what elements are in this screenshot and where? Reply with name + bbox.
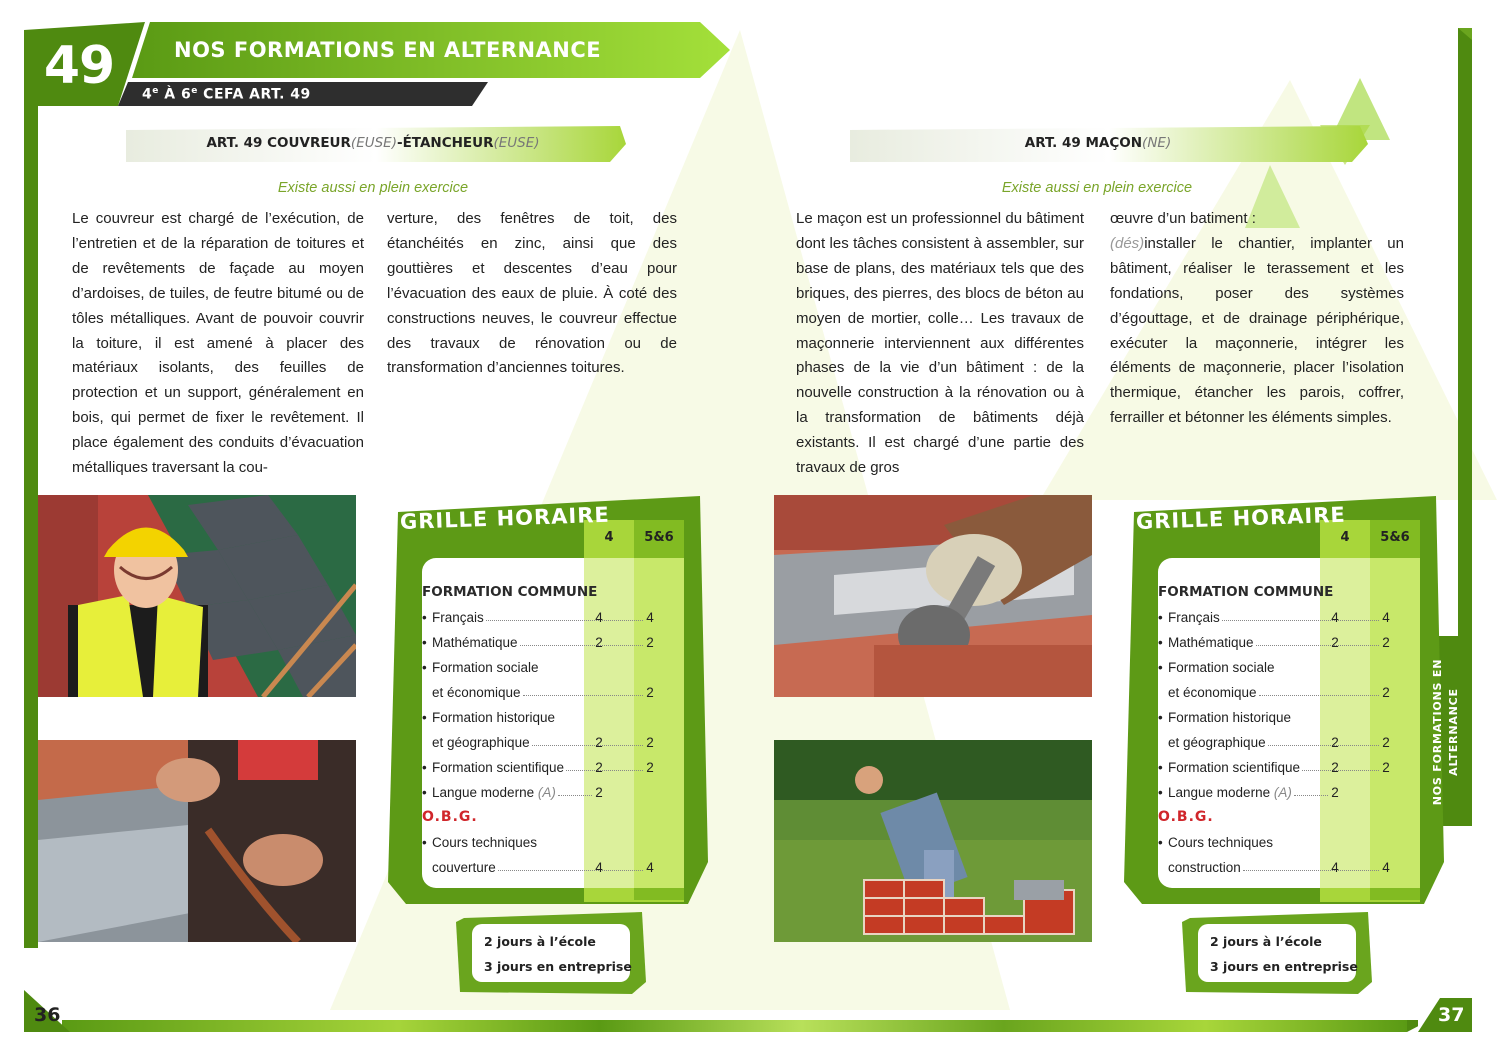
grille-row-label: • Langue moderne (A): [422, 780, 556, 805]
grille-obg-heading: [1158, 805, 1398, 830]
grille-row-label: O.B.G.: [1158, 809, 1214, 825]
grille-row-label: O.B.G.: [422, 809, 478, 825]
grille-value-4: 2: [1331, 635, 1339, 650]
bullet-icon: •: [1158, 710, 1163, 725]
grille-row-label: • Formation sociale: [422, 655, 539, 680]
body-column-left-1: Le couvreur est chargé de l’exécution, de l’entretien et de la réparation de toitures et de revêtements de façade au moyen d’ardoises, de tuiles, de feutre bitumé ou de tôles métalliques. Avant de pouvoir couvrir la toiture, il est amené à placer des matériaux isolants, des feuilles de protection et un support, généralement en bois, qui permet de fixer le revêtement. Il place également des conduits d’évacuation métalliques traversant la cou-: [72, 210, 364, 477]
bullet-icon: •: [422, 660, 427, 675]
grille-row-label: • Français: [1158, 605, 1220, 630]
grille-row-label: • Français: [422, 605, 484, 630]
grille-row: [422, 705, 662, 730]
grille-row: [1158, 755, 1398, 780]
grille-list: [422, 580, 662, 880]
grille-row: [1158, 780, 1398, 805]
bullet-icon: •: [422, 835, 427, 850]
jours-entreprise: 3 jours en entreprise: [1210, 959, 1358, 974]
grille-row-label: • Formation sociale: [1158, 655, 1275, 680]
jours-box-right: [1182, 912, 1372, 994]
grille-row: [422, 655, 662, 680]
page-number-left: 36: [34, 1004, 61, 1026]
dot-leader: [1222, 620, 1379, 621]
grille-title: GRILLE HORAIRE: [399, 502, 611, 534]
dot-leader: [486, 620, 643, 621]
grille-row: [422, 605, 662, 630]
bullet-icon: •: [422, 635, 427, 650]
grille-horaire-left: [388, 492, 708, 912]
grille-value-56: 4: [1382, 860, 1390, 875]
grille-value-4: 2: [595, 735, 603, 750]
photo-couvreuse: [38, 495, 356, 697]
bullet-icon: •: [1158, 635, 1163, 650]
grille-row-label: et économique: [1168, 685, 1257, 700]
grille-row-label: • Formation scientifique: [422, 755, 564, 780]
header-subtitle: 4e À 6e CEFA ART. 49: [142, 86, 311, 103]
grille-value-4: 4: [595, 610, 603, 625]
grille-list: [1158, 580, 1398, 880]
bullet-icon: •: [422, 785, 427, 800]
bullet-icon: •: [1158, 660, 1163, 675]
body-column-right-2: œuvre d’un batiment : (dés)installer le chantier, implanter un bâtiment, réaliser le terassement et les fondations, poser des systèmes d’égouttage, et de drainage périphérique, exécuter la maçonnerie, intégrer les éléments de maçonnerie, placer l’isolation thermique, étancher les parois, coffrer, ferrailler et bétonner les éléments simples.: [1110, 210, 1404, 427]
grille-row: [422, 680, 662, 705]
section-heading-macon: ART. 49 MAÇON(NE): [1024, 135, 1172, 151]
grille-row-label: • Mathématique: [1158, 630, 1254, 655]
header-title: NOS FORMATIONS EN ALTERNANCE: [174, 38, 602, 62]
grille-row: [422, 830, 662, 855]
grille-row-label: • Formation historique: [422, 705, 555, 730]
photo-gouttiere: [38, 740, 356, 942]
grille-row: [422, 630, 662, 655]
grille-row: [422, 755, 662, 780]
bullet-icon: •: [422, 710, 427, 725]
subtitle-plein-exercice-left: Existe aussi en plein exercice: [277, 180, 469, 196]
bullet-icon: •: [1158, 835, 1163, 850]
jours-box-left: [456, 912, 646, 994]
subtitle-plein-exercice-right: Existe aussi en plein exercice: [1001, 180, 1193, 196]
grille-row-label: • Formation historique: [1158, 705, 1291, 730]
side-tab-label: NOS FORMATIONS EN ALTERNANCE: [1431, 658, 1460, 806]
grille-row: [422, 855, 662, 880]
grille-section-heading: [422, 580, 662, 605]
chapter-number: 49: [43, 36, 115, 96]
grille-row-label: couverture: [432, 860, 496, 875]
dot-leader: [1268, 745, 1379, 746]
grille-value-56: 2: [646, 735, 654, 750]
grille-row-label: • Mathématique: [422, 630, 518, 655]
grille-value-56: 2: [646, 685, 654, 700]
grille-row-label: • Cours techniques: [1158, 830, 1273, 855]
dot-leader: [532, 745, 643, 746]
grille-row-label: FORMATION COMMUNE: [422, 584, 598, 600]
grille-value-4: 2: [1331, 760, 1339, 775]
grille-row: [1158, 705, 1398, 730]
grille-col-56: 5&6: [1380, 530, 1410, 545]
grille-value-56: 2: [646, 760, 654, 775]
grille-row: [1158, 630, 1398, 655]
grille-row: [1158, 605, 1398, 630]
grille-value-4: 4: [595, 860, 603, 875]
grille-value-4: 2: [1331, 735, 1339, 750]
grille-value-4: 4: [1331, 860, 1339, 875]
grille-row-label: construction: [1168, 860, 1241, 875]
grille-value-56: 2: [1382, 685, 1390, 700]
grille-value-4: 2: [595, 760, 603, 775]
grille-value-4: 2: [595, 635, 603, 650]
grille-title: GRILLE HORAIRE: [1135, 502, 1347, 534]
grille-value-4: 4: [1331, 610, 1339, 625]
dot-leader: [1256, 645, 1379, 646]
bullet-icon: •: [1158, 760, 1163, 775]
grille-row-label: • Formation scientifique: [1158, 755, 1300, 780]
grille-value-56: 4: [1382, 610, 1390, 625]
grille-row: [1158, 680, 1398, 705]
grille-col-4: 4: [1340, 530, 1350, 545]
grille-obg-heading: [422, 805, 662, 830]
grille-value-56: 2: [1382, 735, 1390, 750]
grille-value-56: 2: [1382, 760, 1390, 775]
jours-ecole: 2 jours à l’école: [484, 934, 596, 949]
grille-row: [1158, 855, 1398, 880]
bullet-icon: •: [1158, 610, 1163, 625]
grille-row-label: et géographique: [1168, 735, 1266, 750]
body-column-left-2: verture, des fenêtres de toit, des étanchéités en zinc, ainsi que des gouttières et descentes d’eau pour l’évacuation des eaux de pluie. À coté des constructions neuves, le couvreur effectue des travaux de rénovation ou de transformation d’anciennes toitures.: [387, 210, 677, 377]
section-heading-couvreur: ART. 49 COUVREUR(EUSE)-ÉTANCHEUR(EUSE): [206, 135, 540, 151]
grille-horaire-right: [1124, 492, 1444, 912]
grille-col-56: 5&6: [644, 530, 674, 545]
body-column-right-1: Le maçon est un professionnel du bâtiment dont les tâches consistent à assembler, sur base de plans, des matériaux tels que des briques, des pierres, des blocs de béton au moyen de mortier, colle… Les travaux de maçonnerie interviennent aux différentes phases de la vie d’un bâtiment : de la nouvelle construction à la rénovation ou à la transformation de bâtiments déjà existants. Il est chargé d’une partie des travaux de gros: [796, 210, 1084, 477]
grille-row-label: • Langue moderne (A): [1158, 780, 1292, 805]
dot-leader: [1243, 870, 1379, 871]
bullet-icon: •: [422, 610, 427, 625]
grille-row-label: et géographique: [432, 735, 530, 750]
grille-value-56: 4: [646, 860, 654, 875]
bullet-icon: •: [1158, 785, 1163, 800]
bullet-icon: •: [422, 760, 427, 775]
grille-row: [422, 730, 662, 755]
grille-row-label: et économique: [432, 685, 521, 700]
dot-leader: [523, 695, 643, 696]
grille-row: [422, 780, 662, 805]
grille-row: [1158, 830, 1398, 855]
page-number-right: 37: [1438, 1004, 1465, 1026]
dot-leader: [1259, 695, 1379, 696]
grille-row-label: • Cours techniques: [422, 830, 537, 855]
dot-leader: [498, 870, 643, 871]
dot-leader: [520, 645, 643, 646]
grille-value-4: 2: [1331, 785, 1339, 800]
jours-ecole: 2 jours à l’école: [1210, 934, 1322, 949]
grille-section-heading: [1158, 580, 1398, 605]
dot-leader: [1294, 795, 1328, 796]
grille-value-56: 4: [646, 610, 654, 625]
photo-macon-briques: [774, 740, 1092, 942]
jours-entreprise: 3 jours en entreprise: [484, 959, 632, 974]
grille-row: [1158, 655, 1398, 680]
grille-col-4: 4: [604, 530, 614, 545]
photo-macon-mortier: [774, 495, 1092, 697]
grille-value-4: 2: [595, 785, 603, 800]
grille-value-56: 2: [1382, 635, 1390, 650]
grille-row-label: FORMATION COMMUNE: [1158, 584, 1334, 600]
grille-row: [1158, 730, 1398, 755]
grille-value-56: 2: [646, 635, 654, 650]
dot-leader: [558, 795, 592, 796]
